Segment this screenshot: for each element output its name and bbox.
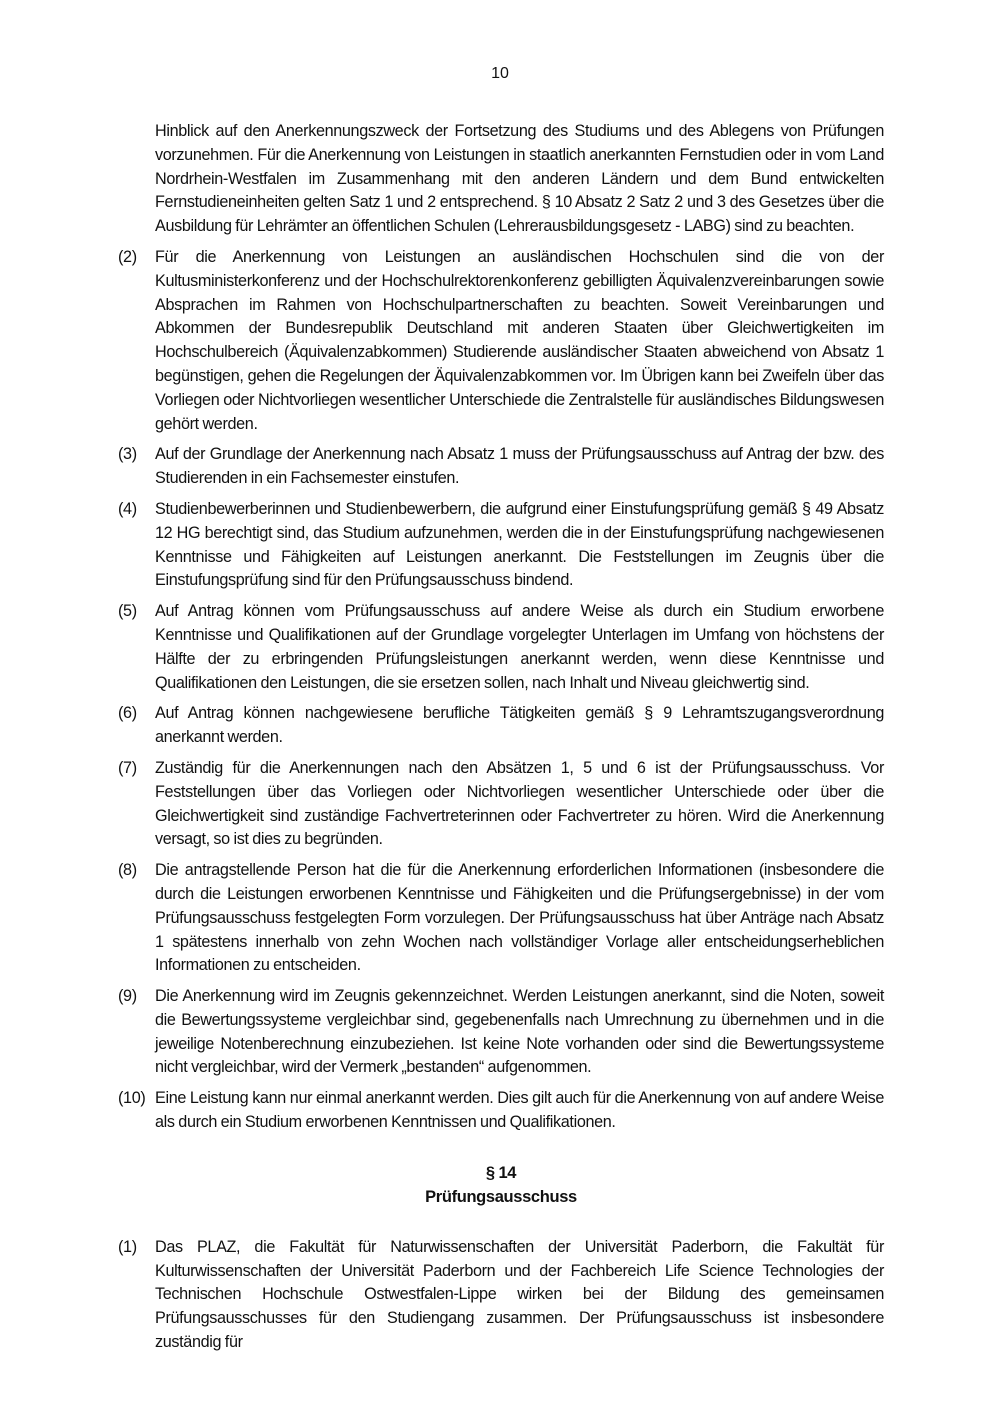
item-number: (6) — [118, 704, 137, 723]
item-text: Studienbewerberinnen und Studienbewerbern, die aufgrund einer Einstufungsprüfung gemäß § 49 Absatz 12 HG berechtigt sind, das Studium aufzunehmen, werden die in der Einstufungsprüfung nachgewiesenen Kenntnisse und Fähigkeiten auf Leistungen anerkannt. Die Feststellungen im Zeugnis über die Einstufungsprüfung sind für den Prüfungsausschuss bindend. — [155, 499, 884, 590]
item-number: (3) — [118, 445, 137, 464]
list-item — [118, 702, 884, 750]
list-item — [118, 1236, 884, 1355]
item-number: (7) — [118, 758, 137, 777]
list-item — [118, 985, 884, 1080]
item-text: Die Anerkennung wird im Zeugnis gekennzeichnet. Werden Leistungen anerkannt, sind die Noten, soweit die Bewertungssysteme vergleichbar sind, gegebenenfalls nach Umrechnung zu übernehmen und in die jeweilige Notenberechnung einzubeziehen. Ist keine Note vorhanden oder sind die Bewertungssysteme nicht vergleichbar, wird der Vermerk „bestanden“ aufgenommen. — [155, 987, 884, 1077]
section-13-items — [118, 246, 884, 1135]
list-item — [118, 246, 884, 436]
page-number: 10 — [491, 65, 509, 82]
item-number: (1) — [118, 1237, 137, 1256]
section-14-items — [118, 1236, 884, 1355]
item-number: (10) — [118, 1089, 146, 1108]
section-heading — [118, 1161, 884, 1209]
item-text: Auf Antrag können vom Prüfungsausschuss auf andere Weise als durch ein Studium erworbene Kenntnisse und Qualifikationen auf der Grundlage vorgelegter Unterlagen im Umfang von höchstens der Hälfte der zu erbringenden Prüfungsleistungen anerkannt werden, wenn diese Kenntnisse und Qualifikationen den Leistungen, die sie ersetzen sollen, nach Inhalt und Niveau gleichwertig sind. — [155, 602, 884, 692]
list-item — [118, 859, 884, 978]
document-body — [118, 120, 884, 1362]
list-item — [118, 498, 884, 593]
item-number: (2) — [118, 247, 137, 266]
list-item — [118, 757, 884, 852]
item-text: Auf der Grundlage der Anerkennung nach Absatz 1 muss der Prüfungsausschuss auf Antrag der bzw. des Studierenden in ein Fachsemester einstufen. — [155, 445, 884, 488]
item-text: Eine Leistung kann nur einmal anerkannt werden. Dies gilt auch für die Anerkennung von auf andere Weise als durch ein Studium erworbenen Kenntnissen und Qualifikationen. — [155, 1089, 884, 1132]
item-text: Auf Antrag können nachgewiesene berufliche Tätigkeiten gemäß § 9 Lehramtszugangsverordnung anerkannt werden. — [155, 704, 884, 747]
section-number: § 14 — [485, 1163, 517, 1182]
list-item — [118, 600, 884, 695]
section-title: Prüfungsausschuss — [425, 1187, 577, 1206]
item-text: Zuständig für die Anerkennungen nach den Absätzen 1, 5 und 6 ist der Prüfungsausschuss. Vor Feststellungen über das Vorliegen oder Nichtvorliegen wesentlicher Unterschiede oder über die Gleichwertigkeit sind zuständige Fachvertreterinnen oder Fachvertreter zu hören. Wird die Anerkennung versagt, so ist dies zu begründen. — [155, 758, 884, 849]
item-number: (8) — [118, 861, 137, 880]
item-number: (9) — [118, 987, 137, 1006]
list-item — [118, 443, 884, 491]
item-text: Für die Anerkennung von Leistungen an ausländischen Hochschulen sind die von der Kultusministerkonferenz und der Hochschulrektorenkonferenz gebilligten Äquivalenzvereinbarungen sowie Absprachen im Rahmen von Hochschulpartnerschaften zu beachten. Soweit Vereinbarungen und Abkommen der Bundesrepublik Deutschland mit anderen Staaten über Gleichwertigkeiten im Hochschulbereich (Äquivalenzabkommen) Studierende ausländischer Staaten abweichend von Absatz 1 begünstigen, gehen die Regelungen der Äquivalenzabkommen vor. Im Übrigen kann bei Zweifeln über das Vorliegen oder Nichtvorliegen wesentlicher Unterschiede die Zentralstelle für ausländisches Bildungswesen gehört werden. — [155, 247, 884, 433]
list-item — [118, 1087, 884, 1135]
item-text: Die antragstellende Person hat die für die Anerkennung erforderlichen Informationen (insbesondere die durch die Leistungen erworbenen Kenntnisse und Fähigkeiten und die Prüfungsergebnisse) in der vom Prüfungsausschuss festgelegten Form vorzulegen. Der Prüfungsausschuss hat über Anträge nach Absatz 1 spätestens innerhalb von zehn Wochen nach vollständiger Vorlage aller entscheidungserheblichen Informationen zu entscheiden. — [155, 861, 884, 975]
item-number: (4) — [118, 499, 137, 518]
paragraph-continuation: Hinblick auf den Anerkennungszweck der Fortsetzung des Studiums und des Ablegens von Prüfungen vorzunehmen. Für die Anerkennung von Leistungen in staatlich anerkannten Fernstudien oder in vom Land Nordrhein-Westfalen im Zusammenhang mit den anderen Ländern und dem Bund entwickelten Fernstudieneinheiten gelten Satz 1 und 2 entsprechend. § 10 Absatz 2 Satz 2 und 3 des Gesetzes über die Ausbildung für Lehrämter an öffentlichen Schulen (Lehrerausbildungsgesetz - LABG) sind zu beachten. — [155, 122, 884, 236]
item-text: Das PLAZ, die Fakultät für Naturwissenschaften der Universität Paderborn, die Fakultät für Kulturwissenschaften der Universität Paderborn und der Fachbereich Life Science Technologies der Technischen Hochschule Ostwestfalen-Lippe wirken bei der Bildung des gemeinsamen Prüfungsausschusses für den Studiengang zusammen. Der Prüfungsausschuss ist insbesondere zuständig für — [155, 1237, 884, 1352]
item-number: (5) — [118, 602, 137, 621]
